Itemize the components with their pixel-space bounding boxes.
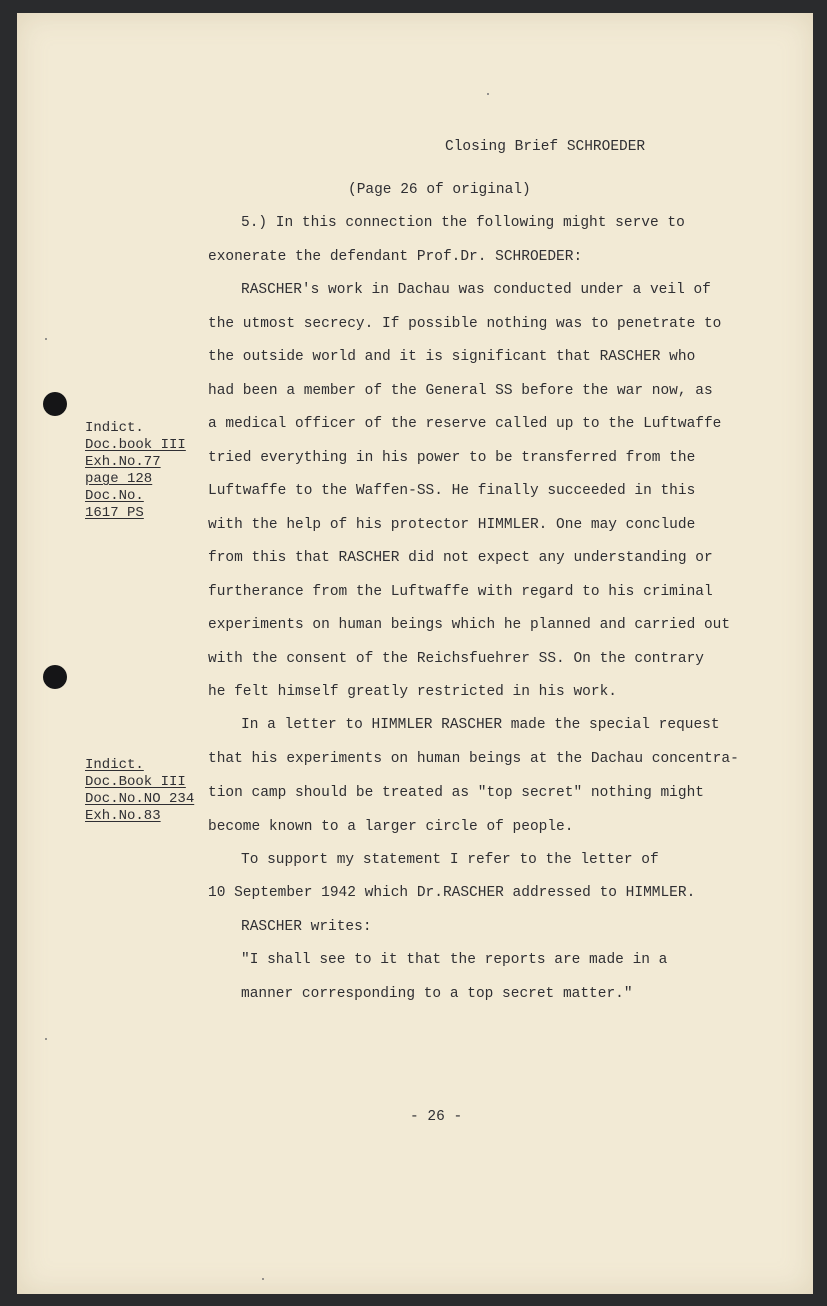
- body-line: To support my statement I refer to the letter of: [241, 852, 659, 868]
- body-line: tion camp should be treated as "top secret" nothing might: [208, 785, 704, 801]
- body-line: RASCHER writes:: [241, 919, 372, 935]
- body-line: tried everything in his power to be transferred from the: [208, 450, 696, 466]
- margin-note-reference-1: [85, 420, 186, 522]
- margin-note-line: Indict.: [85, 420, 144, 436]
- margin-note-line: Indict.: [85, 757, 144, 773]
- body-line: "I shall see to it that the reports are made in a: [241, 952, 668, 968]
- margin-note-line: page 128: [85, 471, 153, 487]
- body-line: In a letter to HIMMLER RASCHER made the special request: [241, 717, 720, 733]
- margin-note-line: Doc.No.: [85, 488, 144, 504]
- paper-speck: [262, 1278, 264, 1280]
- body-line: he felt himself greatly restricted in his work.: [208, 684, 617, 700]
- body-line: that his experiments on human beings at the Dachau concentra-: [208, 751, 739, 767]
- body-line: become known to a larger circle of people.: [208, 819, 574, 835]
- page-number: - 26 -: [410, 1109, 463, 1125]
- punch-hole-top: [43, 392, 67, 416]
- margin-note-line: Doc.Book III: [85, 774, 186, 790]
- margin-note-line: Exh.No.77: [85, 454, 161, 470]
- document-title: Closing Brief SCHROEDER: [445, 139, 646, 155]
- body-line: experiments on human beings which he planned and carried out: [208, 617, 731, 633]
- body-line: with the consent of the Reichsfuehrer SS. On the contrary: [208, 651, 704, 667]
- body-line: RASCHER's work in Dachau was conducted under a veil of: [241, 282, 711, 298]
- paper-speck: [45, 338, 47, 340]
- body-line: a medical officer of the reserve called up to the Luftwaffe: [208, 416, 722, 432]
- margin-note-line: Exh.No.83: [85, 808, 161, 824]
- body-line: manner corresponding to a top secret matter.": [241, 986, 633, 1002]
- body-line: Luftwaffe to the Waffen-SS. He finally succeeded in this: [208, 483, 696, 499]
- margin-note-reference-2: [85, 757, 194, 825]
- document-page: [17, 13, 813, 1294]
- body-line: from this that RASCHER did not expect any understanding or: [208, 550, 713, 566]
- margin-note-line: Doc.book III: [85, 437, 186, 453]
- margin-note-line: Doc.No.NO 234: [85, 791, 195, 807]
- page-reference: (Page 26 of original): [348, 182, 531, 198]
- body-line: had been a member of the General SS before the war now, as: [208, 383, 713, 399]
- punch-hole-bottom: [43, 665, 67, 689]
- body-line: the utmost secrecy. If possible nothing was to penetrate to: [208, 316, 722, 332]
- paper-speck: [487, 93, 489, 95]
- body-line: 10 September 1942 which Dr.RASCHER addressed to HIMMLER.: [208, 885, 696, 901]
- body-line: the outside world and it is significant that RASCHER who: [208, 349, 696, 365]
- body-line: exonerate the defendant Prof.Dr. SCHROEDER:: [208, 249, 583, 265]
- body-line: with the help of his protector HIMMLER. One may conclude: [208, 517, 696, 533]
- body-line: 5.) In this connection the following might serve to: [241, 215, 685, 231]
- body-line: furtherance from the Luftwaffe with regard to his criminal: [208, 584, 713, 600]
- margin-note-line: 1617 PS: [85, 505, 144, 521]
- paper-speck: [45, 1038, 47, 1040]
